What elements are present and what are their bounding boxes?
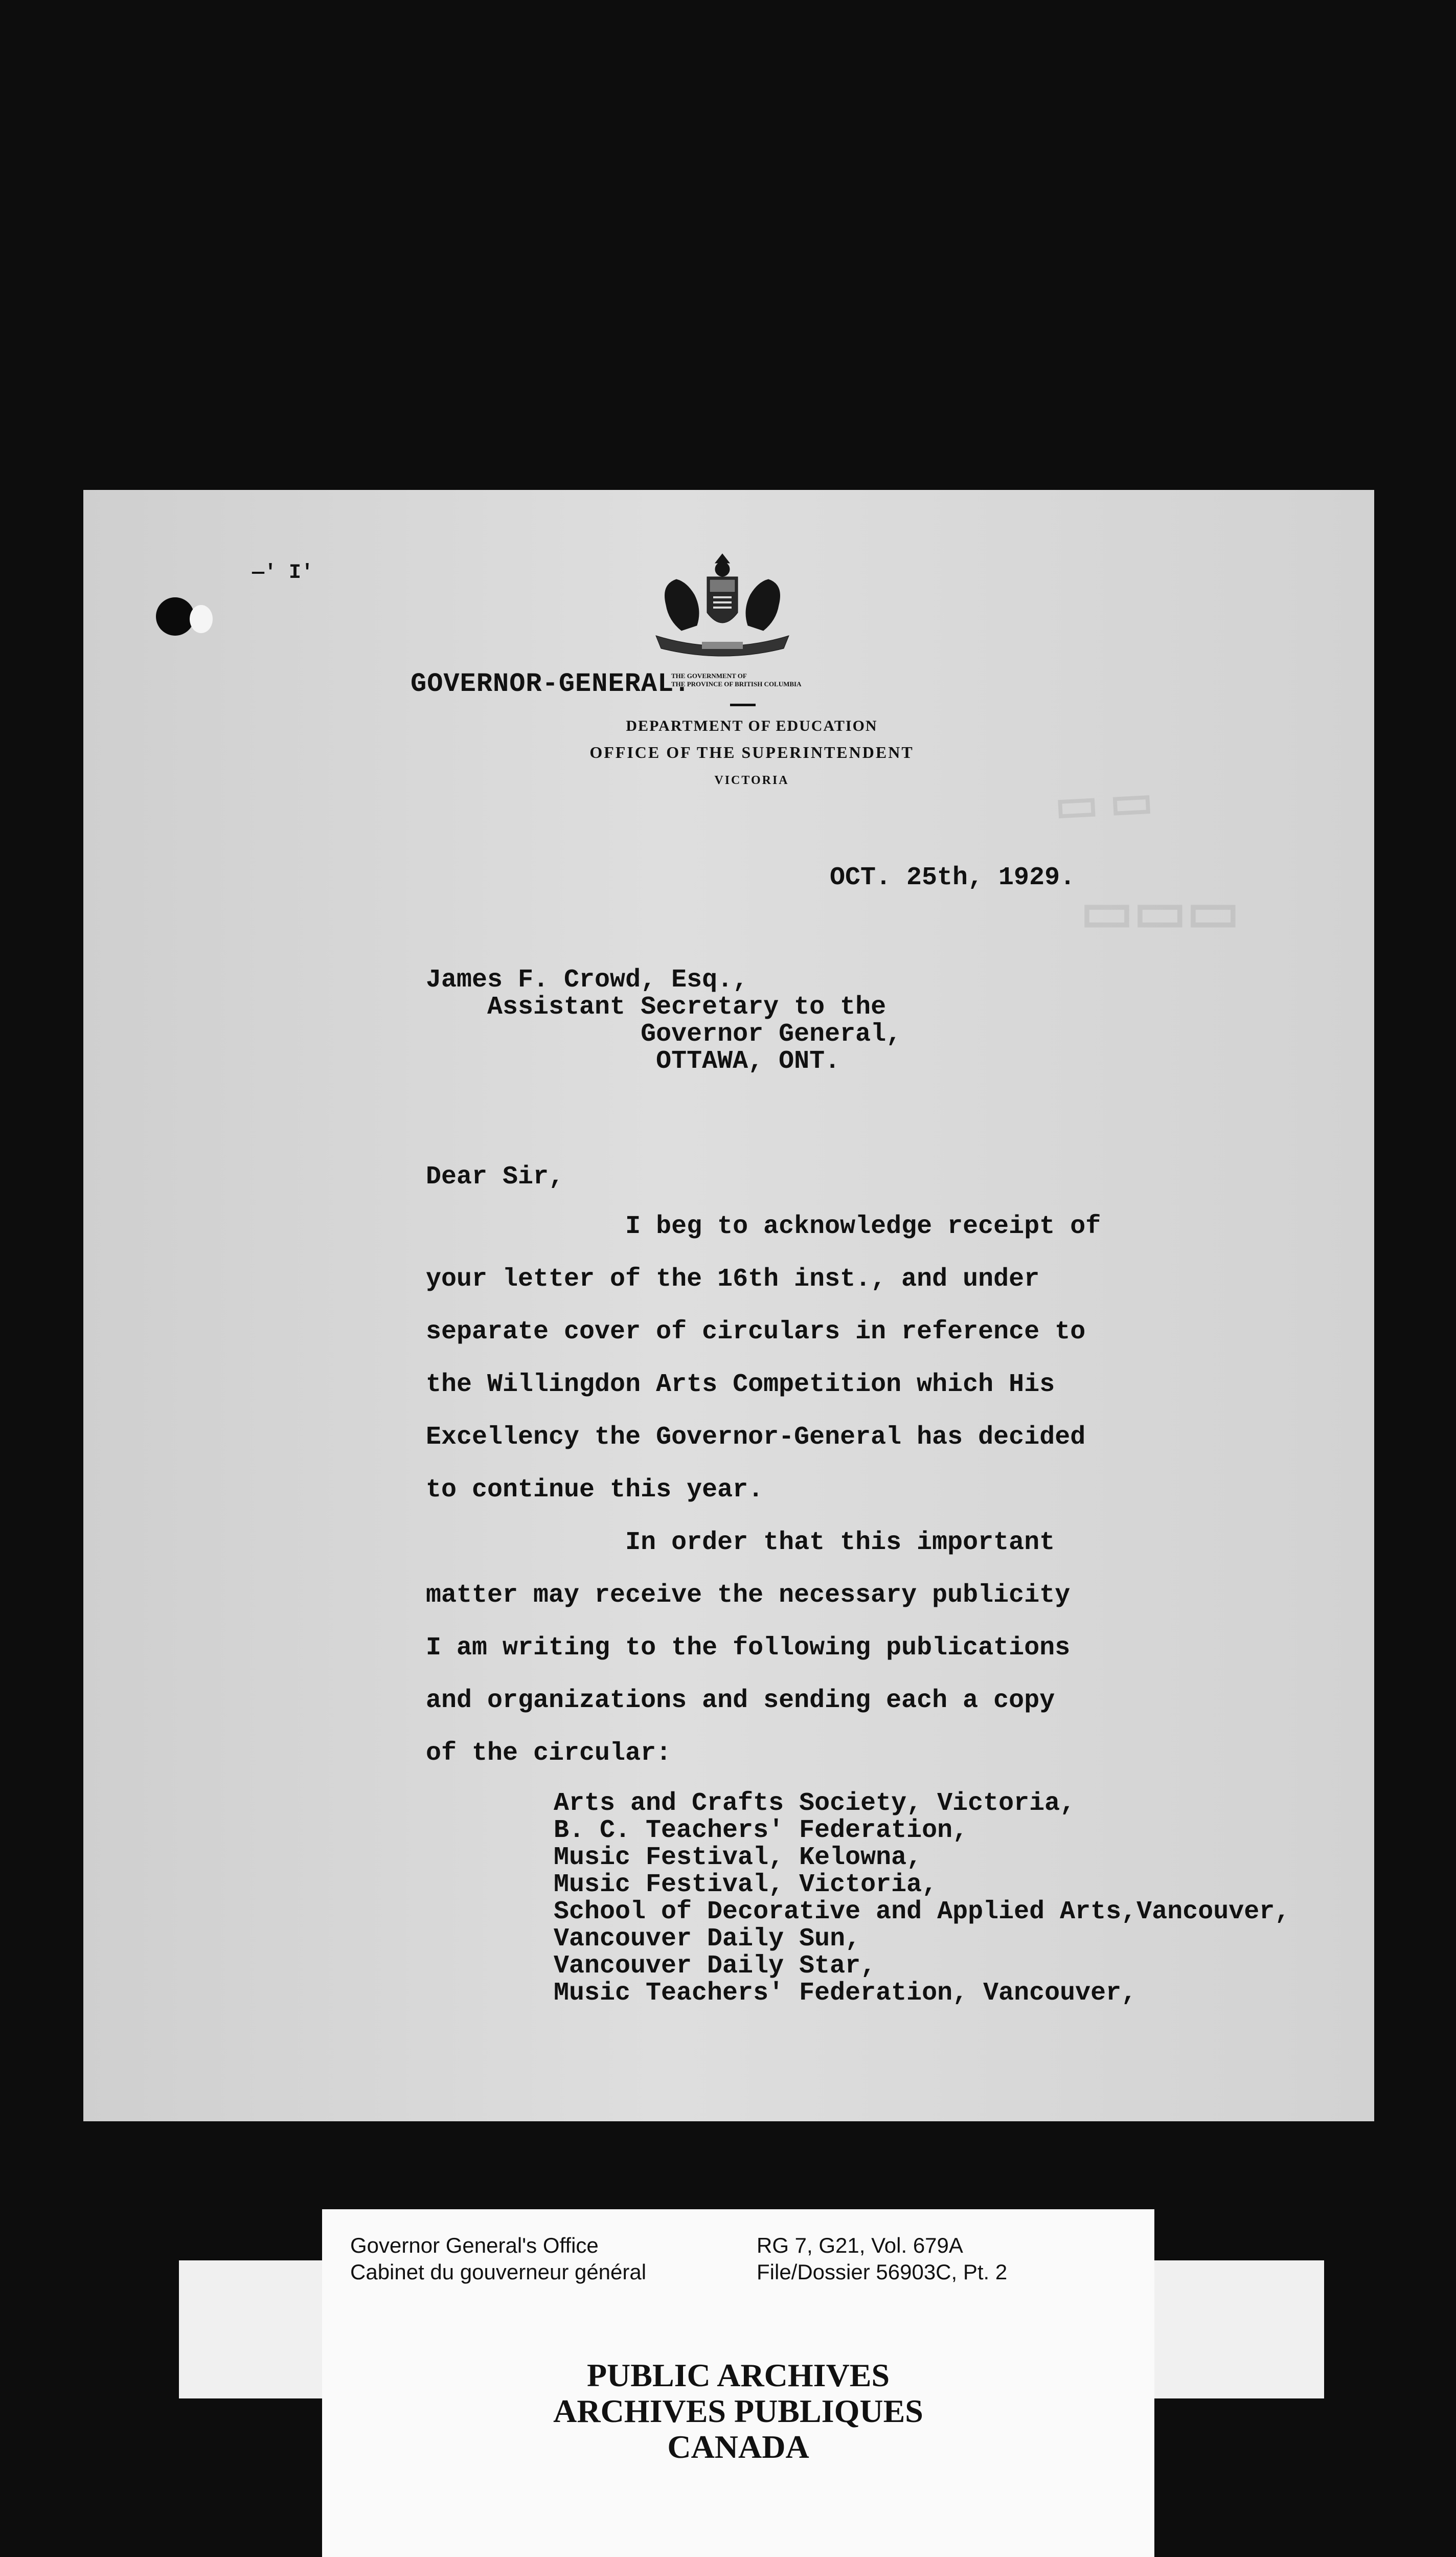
archives-country: CANADA [667, 2429, 809, 2465]
recipient-3: Music Festival, Kelowna, [554, 1843, 922, 1872]
recipient-1: Arts and Crafts Society, Victoria, [554, 1789, 1076, 1818]
label-reference-volume: RG 7, G21, Vol. 679A [757, 2233, 963, 2257]
body-line-9: I am writing to the following publications [426, 1633, 1071, 1663]
archives-name-fr: ARCHIVES PUBLIQUES [553, 2393, 923, 2429]
body-line-5: Excellency the Governor-General has decided [426, 1423, 1086, 1452]
label-tab-left [179, 2260, 332, 2398]
government-line [671, 672, 802, 688]
office-heading: OFFICE OF THE SUPERINTENDENT [589, 743, 914, 761]
pencil-mark: —' I' [252, 562, 314, 585]
recipient-2: B. C. Teachers' Federation, [554, 1816, 968, 1845]
show-through-marks: ▭ ▭ [1053, 776, 1155, 832]
show-through-marks-2: ▭▭▭ [1080, 881, 1240, 943]
body-line-4: the Willingdon Arts Competition which His [426, 1370, 1055, 1399]
body-line-6: to continue this year. [426, 1475, 764, 1505]
body-line-8: matter may receive the necessary publicity [426, 1581, 1071, 1610]
body-line-7: In order that this important [426, 1528, 1055, 1557]
label-office-en: Governor General's Office [350, 2233, 599, 2257]
address-line-4: OTTAWA, ONT. [426, 1047, 840, 1076]
body-line-11: of the circular: [426, 1739, 672, 1768]
archives-name-en: PUBLIC ARCHIVES [586, 2357, 890, 2393]
body-line-10: and organizations and sending each a copy [426, 1686, 1055, 1715]
recipient-7: Vancouver Daily Star, [554, 1952, 876, 1981]
recipient-8: Music Teachers' Federation, Vancouver, [554, 1979, 1137, 2008]
government-line-1: THE GOVERNMENT OF [671, 672, 747, 680]
address-line-2: Assistant Secretary to the [426, 993, 886, 1022]
address-line-3: Governor General, [426, 1020, 902, 1049]
punch-hole [156, 597, 194, 636]
label-reference-file: File/Dossier 56903C, Pt. 2 [757, 2260, 1008, 2284]
recipient-5: School of Decorative and Applied Arts,Vancouver, [554, 1897, 1290, 1926]
letterhead-divider [730, 704, 756, 706]
label-office-fr: Cabinet du gouverneur général [350, 2260, 647, 2284]
label-office [350, 2232, 646, 2285]
recipient-4: Music Festival, Victoria, [554, 1870, 938, 1899]
letter-page [83, 490, 1374, 2121]
address-line-1: James F. Crowd, Esq., [426, 966, 748, 995]
salutation: Dear Sir, [426, 1162, 564, 1192]
coat-of-arms-icon [646, 549, 799, 666]
recipient-6: Vancouver Daily Sun, [554, 1924, 861, 1954]
government-line-2: THE PROVINCE OF BRITISH COLUMBIA [671, 680, 802, 688]
body-line-3: separate cover of circulars in reference to [426, 1317, 1086, 1347]
department-heading: DEPARTMENT OF EDUCATION [626, 717, 878, 734]
body-line-1: I beg to acknowledge receipt of [426, 1212, 1101, 1241]
body-line-2: your letter of the 16th inst., and under [426, 1265, 1040, 1294]
letter-date: OCT. 25th, 1929. [830, 863, 1076, 892]
governor-general-stamp: GOVERNOR-GENERAL. [411, 669, 691, 699]
city-heading: VICTORIA [714, 774, 789, 787]
punch-hole-highlight [190, 605, 213, 633]
label-reference [757, 2232, 1007, 2285]
